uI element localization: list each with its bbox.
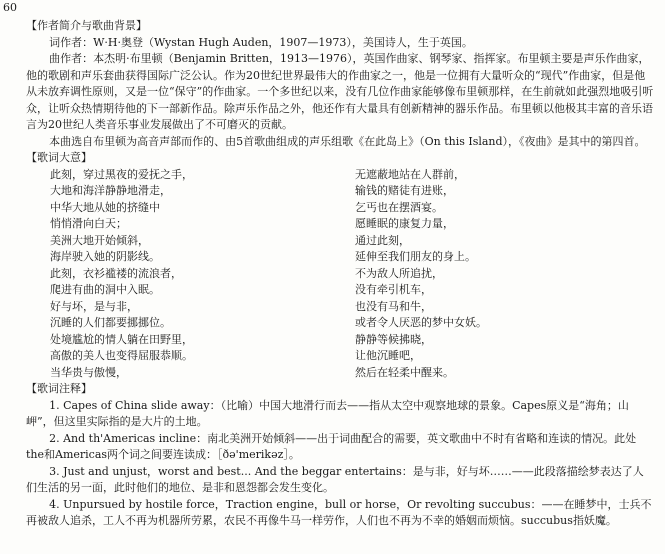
note-item: 4. Unpursued by hostile force，Traction engine，bull or horse，Or revolting succubus：——在睡梦中，士兵不再被敌人追杀，工人不再为机器所劳累，农民不再像牛马一样劳作，人们也不再为不幸的婚姻而烦恼。succubus指妖魔。 bbox=[26, 497, 652, 527]
lyric-line: 没有牵引机车， bbox=[355, 283, 432, 296]
intro-heading: 【作者简介与歌曲背景】 bbox=[26, 19, 147, 32]
lyric-line: 此刻，衣衫褴褛的流浪者， bbox=[50, 266, 182, 280]
lyric-line: 输钱的赌徒有进账， bbox=[355, 184, 454, 197]
lyrics-section bbox=[50, 167, 654, 382]
document-body bbox=[26, 18, 654, 530]
intro-paragraph-composer: 曲作者：本杰明·布里顿（Benjamin Britten，1913—1976），英国作曲家、钢琴家、指挥家。布里顿主要是声乐作曲家，他的歌剧和声乐套曲获得国际广泛公认。作为20世纪世界最伟大的作曲家之一，他是一位拥有大量听众的“现代”作曲家，但是他从未放弃调性原则，又是一位“保守”的作曲家。一个多世纪以来，没有几位作曲家能够像布里顿那样，在生前就如此强烈地吸引听众，让听众热情期待他的下一部新作品。除声乐作品之外，他还作有大量具有创新精神的器乐作品。布里顿以他极其丰富的音乐语言为20世纪人类音乐事业发展做出了不可磨灭的贡献。 bbox=[26, 52, 654, 131]
intro-paragraph-lyricist: 词作者：W·H·奥登（Wystan Hugh Auden，1907—1973），美国诗人，生于英国。 bbox=[49, 35, 473, 49]
lyric-line: 处境尴尬的情人躺在田野里， bbox=[50, 332, 193, 346]
lyrics-right-column bbox=[355, 167, 665, 382]
lyric-line: 通过此刻， bbox=[355, 233, 410, 247]
lyric-line: 爬进有曲的洞中入眠。 bbox=[50, 283, 160, 296]
lyrics-left-column bbox=[50, 167, 355, 382]
note-item: 3. Just and unjust，worst and best... And the beggar entertains：是与非，好与坏……——此段落描绘梦表达了人们生活的另一面，此时他们的地位、是非和恩怨都会发生变化。 bbox=[26, 464, 644, 494]
lyric-line: 中华大地从她的挤缝中 bbox=[50, 200, 160, 214]
lyric-line: 悄悄滑向白天； bbox=[50, 217, 127, 230]
lyric-line: 美洲大地开始倾斜， bbox=[50, 233, 149, 247]
notes-heading: 【歌词注释】 bbox=[26, 382, 92, 395]
lyric-line: 当华贵与傲慢， bbox=[50, 365, 127, 379]
lyric-line: 乞丐也在摆酒宴。 bbox=[355, 200, 443, 214]
lyric-line: 愿睡眠的康复力量， bbox=[355, 217, 454, 230]
lyric-line: 大地和海洋静静地滑走， bbox=[50, 184, 171, 197]
intro-paragraph-source: 本曲选自布里顿为高音声部而作的、由5首歌曲组成的声乐组歌《在此岛上》（On this Island），《夜曲》是其中的第四首。 bbox=[49, 134, 646, 148]
lyric-line: 海岸驶入她的阴影线。 bbox=[50, 250, 160, 263]
lyric-line: 或者令人厌恶的梦中女妖。 bbox=[355, 316, 487, 329]
lyric-line: 高傲的美人也变得屈服恭顺。 bbox=[50, 349, 193, 362]
page-number: 60 bbox=[3, 1, 17, 14]
lyric-line: 让他沉睡吧， bbox=[355, 349, 421, 362]
note-item: 1. Capes of China slide away：（比喻）中国大地滑行而去——指从太空中观察地球的景象。Capes原义是“海角；山岬”，但这里实际指的是大片的土地。 bbox=[26, 398, 629, 428]
lyric-line: 静静等候拂晓， bbox=[355, 332, 432, 346]
lyric-line: 好与坏，是与非， bbox=[50, 299, 138, 313]
lyric-line: 无遮蔽地站在人群前， bbox=[355, 167, 465, 181]
lyric-line: 此刻，穿过黑夜的爱抚之手， bbox=[50, 167, 193, 181]
lyric-line: 也没有马和牛， bbox=[355, 299, 432, 313]
lyric-line: 不为敌人所追扰， bbox=[355, 266, 443, 280]
lyric-line: 沉睡的人们都要挪挪位。 bbox=[50, 316, 171, 329]
lyric-line: 然后在轻柔中醒来。 bbox=[355, 365, 454, 379]
lyrics-heading: 【歌词大意】 bbox=[26, 151, 92, 164]
note-item: 2. And th'Americas incline：南北美洲开始倾斜——出于词曲配合的需要，英文歌曲中不时有省略和连读的情况。此处the和Americas两个词之间要连读成：［ðə'merikəz］。 bbox=[26, 431, 637, 461]
lyric-line: 延伸至我们朋友的身上。 bbox=[355, 250, 476, 263]
